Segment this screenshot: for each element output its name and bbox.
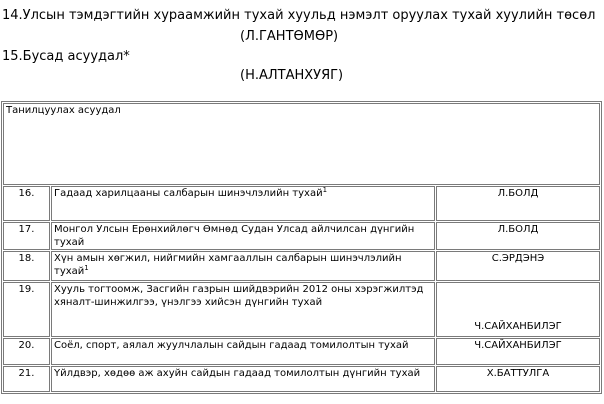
- item-title: [51, 366, 435, 392]
- agenda-item-15-title: 15.Бусад асуудал*: [2, 49, 130, 64]
- item-presenter: Л.БОЛД: [436, 222, 600, 250]
- item-number: 17.: [3, 222, 50, 250]
- item-title: [51, 338, 435, 365]
- table-row: [3, 366, 600, 392]
- item-presenter: Ч.САЙХАНБИЛЭГ: [436, 282, 600, 337]
- item-title-text: Хууль тогтоомж, Засгийн газрын шийдвэрийн 2012 оны хэрэгжилтэд хяналт-шинжилгээ, үнэлгээ хийсэн дүнгийн тухай: [54, 284, 424, 308]
- item-title: [51, 251, 435, 281]
- agenda-item-14-title: 14.Улсын тэмдэгтийн хураамжийн тухай хуульд нэмэлт оруулах тухай хуулийн төсөл: [2, 8, 596, 23]
- table-row: [3, 338, 600, 365]
- item-title-text: Хүн амын хөгжил, нийгмийн хамгааллын салбарын шинэчлэлийн тухай: [54, 253, 402, 277]
- section-header: Танилцуулах асуудал: [3, 103, 600, 185]
- agenda-item-14-presenter: (Л.ГАНТӨМӨР): [240, 29, 339, 44]
- item-title: [51, 282, 435, 337]
- table-row: [3, 186, 600, 221]
- item-number: 18.: [3, 251, 50, 281]
- item-title-text: Монгол Улсын Ерөнхийлөгч Өмнөд Судан Улсад айлчилсан дүнгийн тухай: [54, 224, 415, 248]
- agenda-table: [1, 101, 602, 394]
- table-row: [3, 251, 600, 281]
- item-title-text: Соёл, спорт, аялал жуулчлалын сайдын гадаад томилолтын тухай: [54, 340, 409, 351]
- agenda-item-15-presenter: (Н.АЛТАНХУЯГ): [240, 68, 344, 83]
- item-presenter: Ч.САЙХАНБИЛЭГ: [436, 338, 600, 365]
- item-number: 20.: [3, 338, 50, 365]
- item-title-text: Үйлдвэр, хөдөө аж ахуйн сайдын гадаад томилолтын дүнгийн тухай: [54, 368, 421, 379]
- item-presenter: Л.БОЛД: [436, 186, 600, 221]
- footnote-mark: 1: [84, 264, 89, 272]
- table-row: [3, 222, 600, 250]
- item-presenter: С.ЭРДЭНЭ: [436, 251, 600, 281]
- item-title: [51, 222, 435, 250]
- item-title: [51, 186, 435, 221]
- item-number: 16.: [3, 186, 50, 221]
- item-number: 19.: [3, 282, 50, 337]
- item-number: 21.: [3, 366, 50, 392]
- item-presenter: Х.БАТТУЛГА: [436, 366, 600, 392]
- table-row: [3, 282, 600, 337]
- item-title-text: Гадаад харилцааны салбарын шинэчлэлийн тухай: [54, 188, 323, 199]
- footnote-mark: 1: [322, 186, 328, 194]
